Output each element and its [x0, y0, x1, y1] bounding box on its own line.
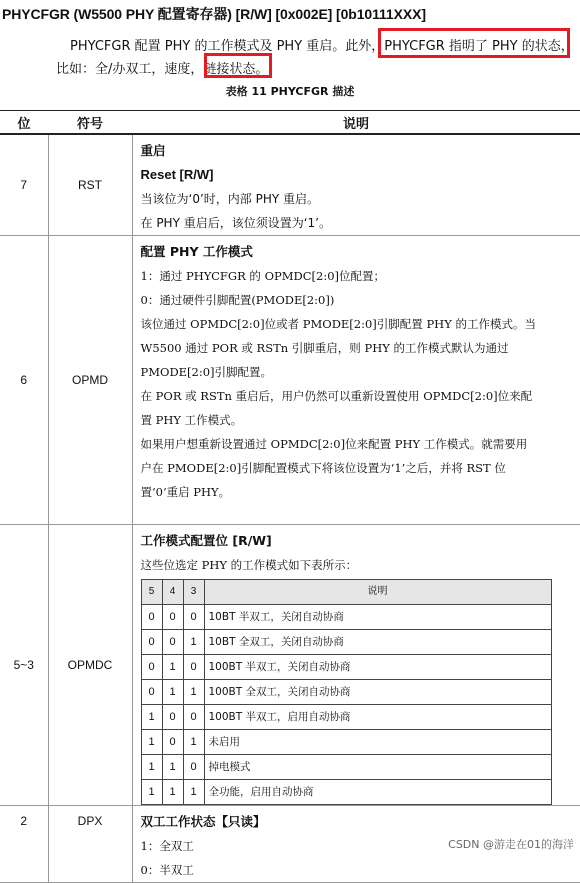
bit-value-cell: 0: [162, 630, 183, 655]
row-line: 这些位选定 PHY 的工作模式如下表所示：: [141, 553, 580, 577]
row-line: 0：通过硬件引脚配置(PMODE[2:0]): [141, 288, 580, 312]
mode-description-cell: 100BT 全双工，关闭自动协商: [204, 680, 551, 705]
subtable-row: [141, 755, 551, 780]
row-line: 1：通过 PHYCFGR 的 OPMDC[2:0]位配置；: [141, 264, 580, 288]
header-description: 说明: [132, 111, 580, 135]
table-row: [0, 236, 580, 525]
subtable-row: [141, 605, 551, 630]
row-line: 户在 PMODE[2:0]引脚配置模式下将该位设置为‘1’之后，并将 RST 位: [141, 456, 580, 480]
bit-cell: 7: [0, 134, 48, 236]
intro-text-highlighted-2: 链接状态。: [203, 62, 268, 77]
row-heading: 双工工作状态【只读】: [141, 810, 580, 834]
bit-value-cell: 1: [141, 705, 162, 730]
bit-value-cell: 1: [162, 780, 183, 805]
bit-value-cell: 1: [141, 755, 162, 780]
row-line: 当该位为‘0’时，内部 PHY 重启。: [141, 187, 580, 211]
subtable-header: 4: [162, 580, 183, 605]
highlight-box-phy-status: [378, 28, 570, 58]
bit-value-cell: 0: [141, 605, 162, 630]
bit-value-cell: 0: [183, 755, 204, 780]
header-symbol: 符号: [48, 111, 132, 135]
bit-value-cell: 1: [183, 680, 204, 705]
bit-value-cell: 1: [141, 730, 162, 755]
intro-text-highlighted: PHYCFGR 指明了 PHY 的状态，: [384, 39, 573, 54]
row-heading: 重启: [141, 139, 580, 163]
register-title: PHYCFGR (W5500 PHY 配置寄存器) [R/W] [0x002E] [0b10111XXX]: [2, 4, 426, 24]
subtable-row: [141, 705, 551, 730]
row-heading: 配置 PHY 工作模式: [141, 240, 580, 264]
bit-value-cell: 0: [141, 630, 162, 655]
row-line: 该位通过 OPMDC[2:0]位或者 PMODE[2:0]引脚配置 PHY 的工作模式。当: [141, 312, 580, 336]
mode-description-cell: 10BT 全双工，关闭自动协商: [204, 630, 551, 655]
bit-value-cell: 1: [183, 730, 204, 755]
row-line: 在 POR 或 RSTn 重启后，用户仍然可以重新设置使用 OPMDC[2:0]位来配: [141, 384, 580, 408]
table-caption: 表格 11 PHYCFGR 描述: [0, 83, 580, 99]
row-line: 置‘0‘重启 PHY。: [141, 480, 580, 504]
bit-value-cell: 0: [183, 705, 204, 730]
row-heading: 工作模式配置位 [R/W]: [141, 529, 580, 553]
bit-value-cell: 0: [141, 680, 162, 705]
register-table: [0, 110, 580, 883]
description-cell: [132, 525, 580, 806]
description-cell: [132, 134, 580, 236]
subtable-header: 说明: [204, 580, 551, 605]
bit-value-cell: 1: [162, 655, 183, 680]
symbol-cell: RST: [48, 134, 132, 236]
intro-text-c: 比如：全/办双工，速度，: [56, 62, 203, 77]
row-line: W5500 通过 POR 或 RSTn 引脚重启，则 PHY 的工作模式默认为通过: [141, 336, 580, 360]
bit-value-cell: 1: [162, 755, 183, 780]
symbol-cell: OPMD: [48, 236, 132, 525]
mode-description-cell: 100BT 半双工，启用自动协商: [204, 705, 551, 730]
subtable-header-row: [141, 580, 551, 605]
highlight-box-link-status: [204, 53, 272, 78]
row-line: 如果用户想重新设置通过 OPMDC[2:0]位来配置 PHY 工作模式。就需要用: [141, 432, 580, 456]
bit-cell: 5~3: [0, 525, 48, 806]
bit-value-cell: 1: [183, 780, 204, 805]
bit-value-cell: 0: [162, 605, 183, 630]
bit-value-cell: 0: [162, 705, 183, 730]
row-line: 0：半双工: [141, 858, 580, 882]
table-row: [0, 525, 580, 806]
mode-description-cell: 10BT 半双工，关闭自动协商: [204, 605, 551, 630]
table-header-row: [0, 111, 580, 135]
mode-description-cell: 未启用: [204, 730, 551, 755]
symbol-cell: OPMDC: [48, 525, 132, 806]
bit-value-cell: 0: [162, 730, 183, 755]
mode-description-cell: 掉电模式: [204, 755, 551, 780]
mode-description-cell: 全功能，启用自动协商: [204, 780, 551, 805]
row-line: 在 PHY 重启后，该位须设置为‘1’。: [141, 211, 580, 235]
bit-value-cell: 1: [183, 630, 204, 655]
row-subheading: Reset [R/W]: [141, 163, 580, 187]
subtable-header: 5: [141, 580, 162, 605]
row-line: 1：全双工: [141, 834, 580, 858]
bit-cell: 2: [0, 806, 48, 883]
opmdc-mode-table: [141, 579, 552, 805]
subtable-row: [141, 780, 551, 805]
header-bit: 位: [0, 111, 48, 135]
mode-description-cell: 100BT 半双工，关闭自动协商: [204, 655, 551, 680]
bit-value-cell: 1: [141, 780, 162, 805]
subtable-row: [141, 730, 551, 755]
subtable-row: [141, 680, 551, 705]
subtable-header: 3: [183, 580, 204, 605]
watermark: CSDN @游走在01的海洋: [448, 836, 574, 852]
bit-value-cell: 0: [141, 655, 162, 680]
intro-text-a: PHYCFGR 配置 PHY 的工作模式及 PHY 重启。此外，: [70, 39, 384, 54]
bit-value-cell: 0: [183, 605, 204, 630]
subtable-row: [141, 630, 551, 655]
table-row: [0, 134, 580, 236]
row-line: 置 PHY 工作模式。: [141, 408, 580, 432]
bit-value-cell: 0: [183, 655, 204, 680]
subtable-row: [141, 655, 551, 680]
bit-value-cell: 1: [162, 680, 183, 705]
bit-cell: 6: [0, 236, 48, 525]
description-cell: [132, 236, 580, 525]
symbol-cell: DPX: [48, 806, 132, 883]
row-line: PMODE[2:0]引脚配置。: [141, 360, 580, 384]
